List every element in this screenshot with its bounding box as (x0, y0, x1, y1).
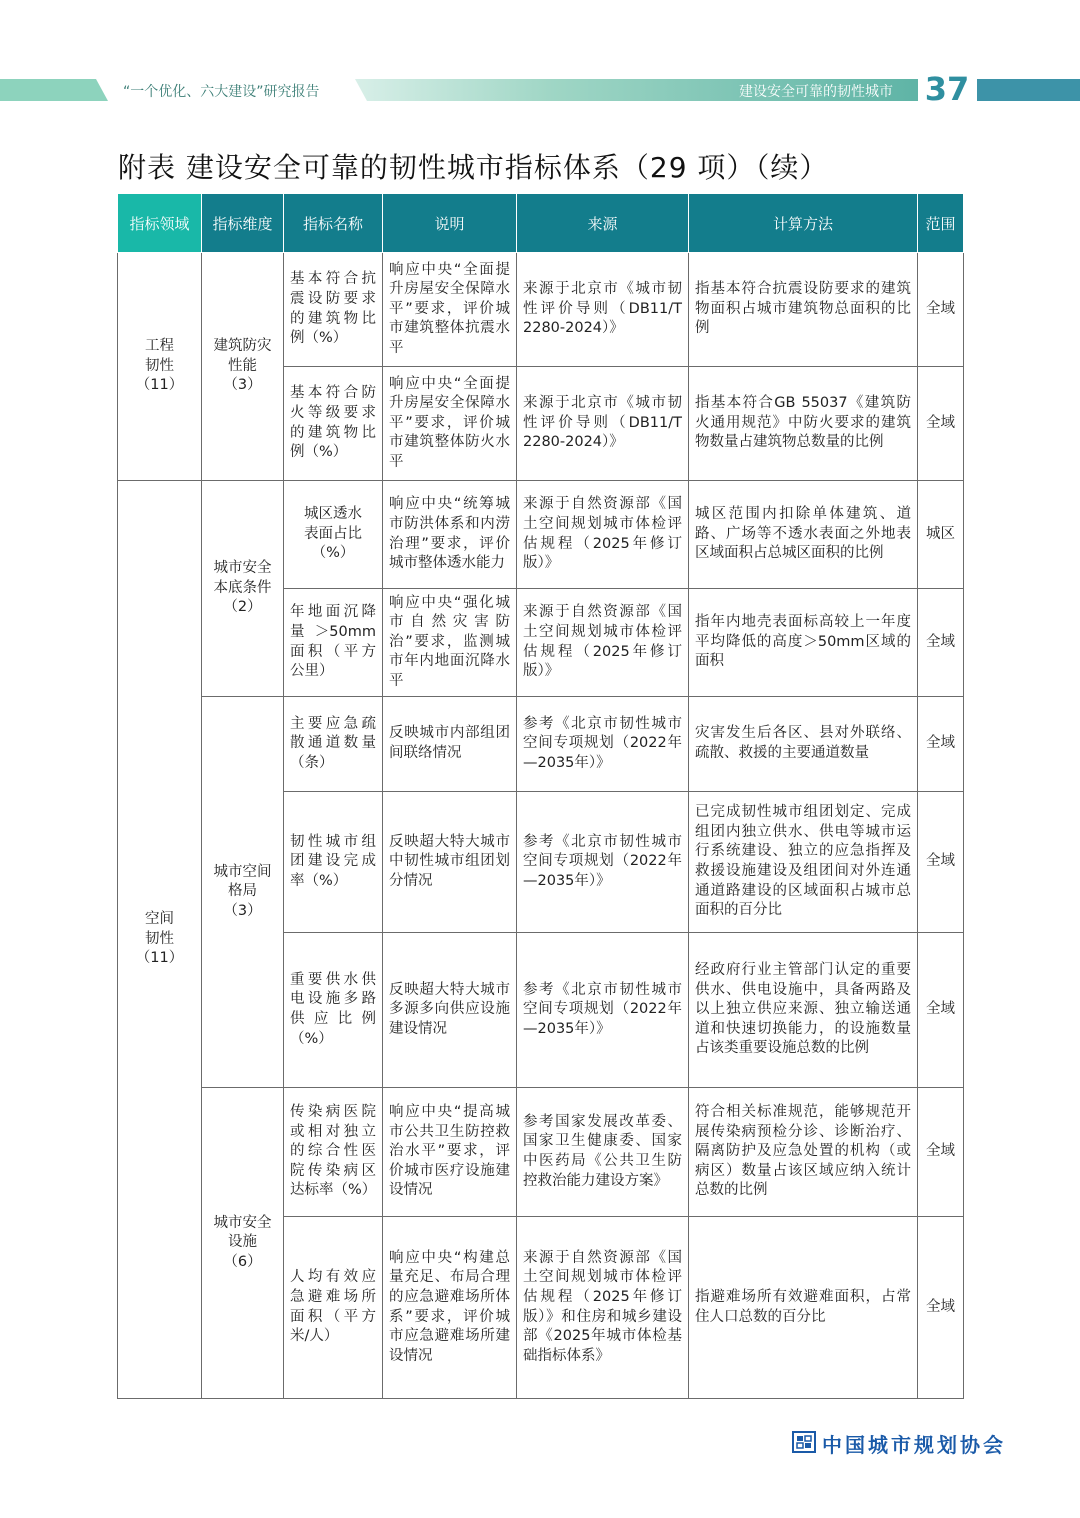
table-row (118, 481, 964, 589)
table-row (118, 697, 964, 792)
description-cell: 响应中央“全面提升房屋安全保障水平”要求，评价城市建筑整体抗震水平 (383, 253, 517, 367)
method-cell: 已完成韧性城市组团划定、完成组团内独立供水、供电等城市运行系统建设、独立的应急指挥及救援设施建设及组团间对外连通通道路建设的区域面积占城市总面积的百分比 (689, 792, 918, 933)
indicator-name-cell: 年地面沉降量＞50mm面积（平方公里） (284, 589, 383, 697)
indicator-name-cell: 重要供水供电设施多路供应比例（%） (284, 933, 383, 1088)
domain-cell: 空间 韧性 （11） (118, 481, 202, 1399)
indicator-name-cell: 人均有效应急避难场所面积（平方米/人） (284, 1217, 383, 1399)
indicator-name-cell: 韧性城市组团建设完成率（%） (284, 792, 383, 933)
description-cell: 响应中央“构建总量充足、布局合理的应急避难场所体系”要求，评价城市应急避难场所建设情况 (383, 1217, 517, 1399)
source-cell: 参考《北京市韧性城市空间专项规划（2022年—2035年）》 (517, 697, 689, 792)
indicator-name-cell: 基本符合抗震设防要求的建筑物比例（%） (284, 253, 383, 367)
source-cell: 来源于北京市《城市韧性评价导则（DB11/T 2280-2024）》 (517, 367, 689, 481)
source-cell: 参考国家发展改革委、国家卫生健康委、国家中医药局《公共卫生防控救治能力建设方案》 (517, 1088, 689, 1217)
method-cell: 指基本符合抗震设防要求的建筑物面积占城市建筑物总面积的比例 (689, 253, 918, 367)
description-cell: 响应中央“提高城市公共卫生防控救治水平”要求，评价城市医疗设施建设情况 (383, 1088, 517, 1217)
table-header-row (118, 194, 964, 253)
header-left-band (0, 79, 108, 101)
column-header: 说明 (383, 194, 517, 253)
method-cell: 城区范围内扣除单体建筑、道路、广场等不透水表面之外地表区域面积占总城区面积的比例 (689, 481, 918, 589)
column-header: 指标领域 (118, 194, 202, 253)
page-number: 37 (924, 70, 970, 108)
domain-cell: 工程 韧性 （11） (118, 253, 202, 481)
chapter-title: 建设安全可靠的韧性城市 (739, 84, 893, 100)
indicator-name-cell: 传染病医院或相对独立的综合性医院传染病区达标率（%） (284, 1088, 383, 1217)
column-header: 计算方法 (689, 194, 918, 253)
scope-cell: 全域 (918, 792, 964, 933)
scope-cell: 城区 (918, 481, 964, 589)
indicator-name-cell: 基本符合防火等级要求的建筑物比例（%） (284, 367, 383, 481)
method-cell: 指基本符合GB 55037《建筑防火通用规范》中防火要求的建筑物数量占建筑物总数量的比例 (689, 367, 918, 481)
description-cell: 反映超大特大城市中韧性城市组团划分情况 (383, 792, 517, 933)
description-cell: 反映城市内部组团间联络情况 (383, 697, 517, 792)
description-cell: 响应中央“统筹城市防洪体系和内涝治理”要求，评价城市整体透水能力 (383, 481, 517, 589)
report-series-title: “一个优化、六大建设”研究报告 (123, 84, 320, 100)
source-cell: 来源于北京市《城市韧性评价导则（DB11/T 2280-2024）》 (517, 253, 689, 367)
dimension-cell: 城市安全 设施 （6） (202, 1088, 284, 1399)
scope-cell: 全域 (918, 697, 964, 792)
scope-cell: 全域 (918, 1088, 964, 1217)
column-header: 范围 (918, 194, 964, 253)
column-header: 指标维度 (202, 194, 284, 253)
scope-cell: 全域 (918, 367, 964, 481)
scope-cell: 全域 (918, 933, 964, 1088)
dimension-cell: 城市安全 本底条件 （2） (202, 481, 284, 697)
column-header: 指标名称 (284, 194, 383, 253)
method-cell: 经政府行业主管部门认定的重要供水、供电设施中，具备两路及以上独立供应来源、独立输送通道和快速切换能力，的设施数量占该类重要设施总数的比例 (689, 933, 918, 1088)
header-right-block (977, 79, 1080, 101)
indicator-name-cell: 主要应急疏散通道数量（条） (284, 697, 383, 792)
description-cell: 反映超大特大城市多源多向供应设施建设情况 (383, 933, 517, 1088)
description-cell: 响应中央“全面提升房屋安全保障水平”要求，评价城市建筑整体防火水平 (383, 367, 517, 481)
method-cell: 灾害发生后各区、县对外联络、疏散、救援的主要通道数量 (689, 697, 918, 792)
dimension-cell: 建筑防灾 性能 （3） (202, 253, 284, 481)
method-cell: 指避难场所有效避难面积，占常住人口总数的百分比 (689, 1217, 918, 1399)
scope-cell: 全域 (918, 1217, 964, 1399)
dimension-cell: 城市空间 格局 （3） (202, 697, 284, 1088)
footer-org-name: 中国城市规划协会 (822, 1433, 1006, 1457)
source-cell: 来源于自然资源部《国土空间规划城市体检评估规程（2025年修订版）》 (517, 589, 689, 697)
source-cell: 来源于自然资源部《国土空间规划城市体检评估规程（2025年修订版）》和住房和城乡建设部《2025年城市体检基础指标体系》 (517, 1217, 689, 1399)
source-cell: 参考《北京市韧性城市空间专项规划（2022年—2035年）》 (517, 792, 689, 933)
source-cell: 来源于自然资源部《国土空间规划城市体检评估规程（2025年修订版）》 (517, 481, 689, 589)
description-cell: 响应中央“强化城市自然灾害防治”要求，监测城市年内地面沉降水平 (383, 589, 517, 697)
indicator-table (117, 193, 964, 1399)
table-row (118, 253, 964, 367)
scope-cell: 全域 (918, 589, 964, 697)
method-cell: 指年内地壳表面标高较上一年度平均降低的高度＞50mm区域的面积 (689, 589, 918, 697)
table-row (118, 1088, 964, 1217)
planning-association-logo-icon (792, 1431, 816, 1453)
scope-cell: 全域 (918, 253, 964, 367)
source-cell: 参考《北京市韧性城市空间专项规划（2022年—2035年）》 (517, 933, 689, 1088)
page-title: 附表 建设安全可靠的韧性城市指标体系（29 项）（续） (118, 151, 829, 184)
indicator-name-cell: 城区透水 表面占比 （%） (284, 481, 383, 589)
method-cell: 符合相关标准规范，能够规范开展传染病预检分诊、诊断治疗、隔离防护及应急处置的机构（或病区）数量占该区域应纳入统计总数的比例 (689, 1088, 918, 1217)
column-header: 来源 (517, 194, 689, 253)
